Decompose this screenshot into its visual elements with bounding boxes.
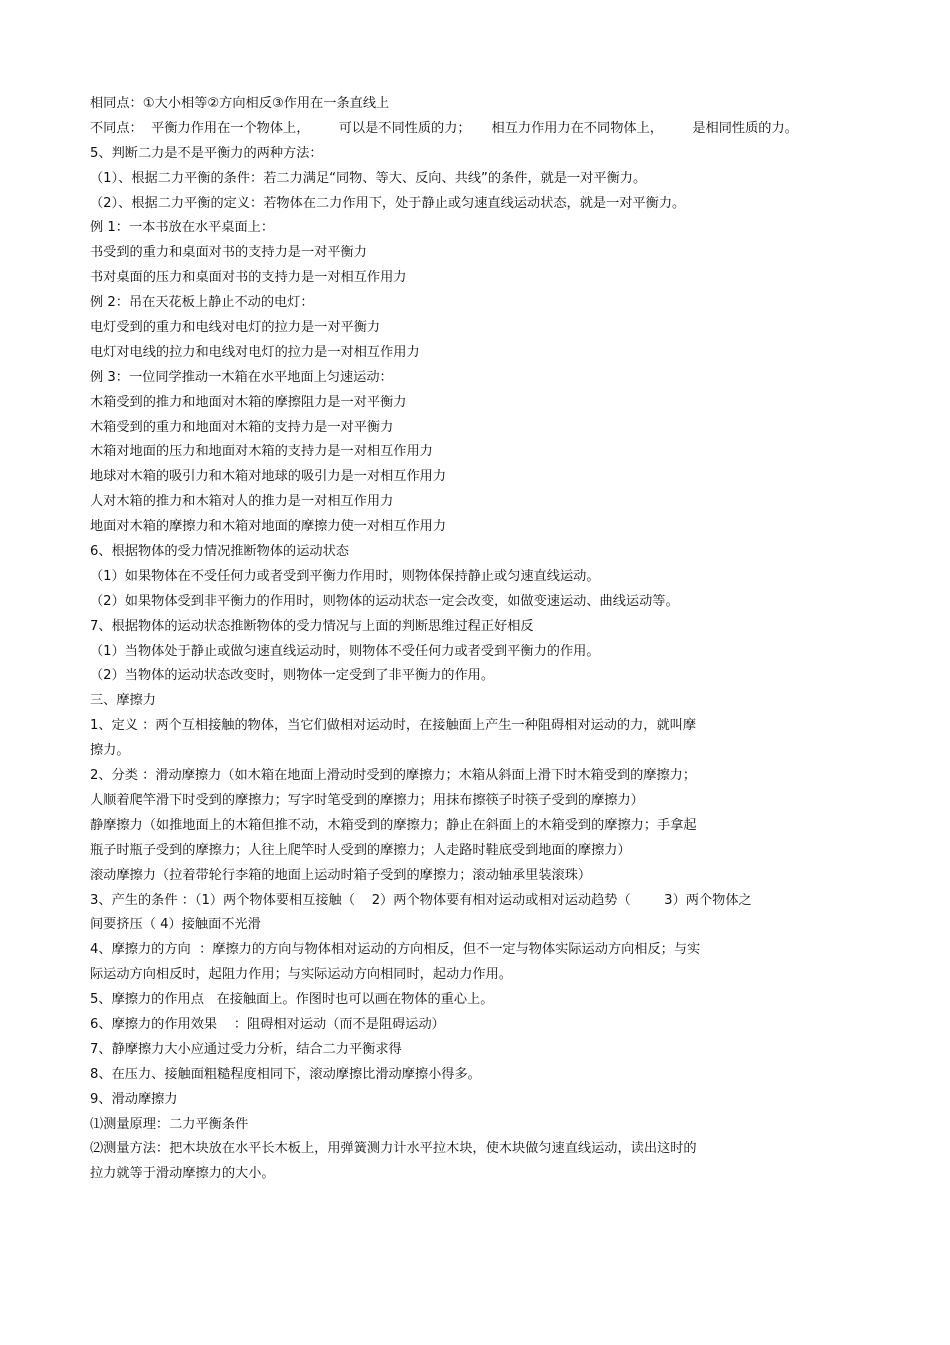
text-line: 际运动方向相反时，起阻力作用；与实际运动方向相同时，起动力作用。 [90, 967, 512, 983]
text-line: 1、定义 ：两个互相接触的物体，当它们做相对运动时，在接触面上产生一种阻碍相对运动的力，就叫摩 [90, 718, 697, 734]
text-line: 木箱受到的重力和地面对木箱的支持力是一对平衡力 [90, 419, 394, 435]
text-line: ⑵测量方法：把木块放在水平长木板上，用弹簧测力计水平拉木块，使木块做匀速直线运动，读出这时的 [90, 1141, 697, 1157]
text-line: 电灯受到的重力和电线对电灯的拉力是一对平衡力 [90, 320, 381, 336]
text-line: 人对木箱的推力和木箱对人的推力是一对相互作用力 [90, 494, 394, 510]
text-line: 间要挤压（ 4）接触面不光滑 [90, 917, 261, 933]
text-line: 擦力。 [90, 743, 130, 759]
text-line: 人顺着爬竿滑下时受到的摩擦力；写字时笔受到的摩擦力；用抹布擦筷子时筷子受到的摩擦力） [90, 792, 644, 808]
section-heading: 9、滑动摩擦力 [90, 1091, 178, 1107]
section-heading: 7、根据物体的运动状态推断物体的受力情况与上面的判断思维过程正好相反 [90, 618, 534, 634]
text-line: 滚动摩擦力（拉着带轮行李箱的地面上运动时箱子受到的摩擦力；滚动轴承里装滚珠） [90, 867, 592, 883]
text-line: 木箱对地面的压力和地面对木箱的支持力是一对相互作用力 [90, 444, 433, 460]
text-line: 书对桌面的压力和桌面对书的支持力是一对相互作用力 [90, 270, 407, 286]
text-line: 地球对木箱的吸引力和木箱对地球的吸引力是一对相互作用力 [90, 469, 447, 485]
text-line: 木箱受到的推力和地面对木箱的摩擦阻力是一对平衡力 [90, 394, 407, 410]
example-heading: 例 2：吊在天花板上静止不动的电灯： [90, 295, 314, 311]
text-line: （1）、根据二力平衡的条件：若二力满足“同物、等大、反向、共线”的条件，就是一对平衡力。 [90, 170, 647, 186]
text-line: 不同点： 平衡力作用在一个物体上， 可以是不同性质的力； 相互力作用力在不同物体上， 是相同性质的力。 [90, 120, 798, 136]
section-heading: 6、根据物体的受力情况推断物体的运动状态 [90, 544, 349, 560]
text-line: 3、产生的条件 ：（1）两个物体要相互接触（ 2）两个物体要有相对运动或相对运动趋势（ 3）两个物体之 [90, 892, 752, 908]
text-line: ⑴测量原理：二力平衡条件 [90, 1116, 249, 1132]
text-line: 6、摩擦力的作用效果 ：阻碍相对运动（而不是阻碍运动） [90, 1016, 445, 1032]
text-line: 地面对木箱的摩擦力和木箱对地面的摩擦力使一对相互作用力 [90, 519, 447, 535]
text-line: 相同点：①大小相等②方向相反③作用在一条直线上 [90, 96, 390, 111]
example-heading: 例 3：一位同学推动一木箱在水平地面上匀速运动： [90, 369, 393, 385]
text-line: （1）当物体处于静止或做匀速直线运动时，则物体不受任何力或者受到平衡力的作用。 [90, 643, 600, 659]
example-heading: 例 1：一本书放在水平桌面上： [90, 220, 275, 236]
text-line: 静摩擦力（如推地面上的木箱但推不动，木箱受到的摩擦力；静止在斜面上的木箱受到的摩擦力；手拿起 [90, 817, 697, 833]
text-line: 书受到的重力和桌面对书的支持力是一对平衡力 [90, 245, 367, 261]
section-heading: 5、判断二力是不是平衡力的两种方法： [90, 145, 323, 161]
text-line: 2、分类 ：滑动摩擦力（如木箱在地面上滑动时受到的摩擦力；木箱从斜面上滑下时木箱受到的摩擦力； [90, 768, 697, 784]
text-line: 瓶子时瓶子受到的摩擦力；人往上爬竿时人受到的摩擦力；人走路时鞋底受到地面的摩擦力） [90, 842, 631, 858]
text-line: （2）如果物体受到非平衡力的作用时，则物体的运动状态一定会改变，如做变速运动、曲线运动等。 [90, 593, 679, 609]
text-line: （1）如果物体在不受任何力或者受到平衡力作用时，则物体保持静止或匀速直线运动。 [90, 568, 600, 584]
chapter-heading: 三、摩擦力 [90, 693, 156, 709]
text-line: （2）、根据二力平衡的定义：若物体在二力作用下，处于静止或匀速直线运动状态，就是一对平衡力。 [90, 195, 686, 211]
text-line: 电灯对电线的拉力和电线对电灯的拉力是一对相互作用力 [90, 344, 420, 360]
text-line: 4、摩擦力的方向 ：摩擦力的方向与物体相对运动的方向相反，但不一定与物体实际运动方向相反；与实 [90, 942, 701, 958]
text-line: 5、摩擦力的作用点 在接触面上。作图时也可以画在物体的重心上。 [90, 992, 494, 1008]
text-line: 7、静摩擦力大小应通过受力分析，结合二力平衡求得 [90, 1041, 402, 1057]
text-line: （2）当物体的运动状态改变时，则物体一定受到了非平衡力的作用。 [90, 668, 495, 684]
text-line: 拉力就等于滑动摩擦力的大小。 [90, 1166, 275, 1182]
document-body [90, 92, 860, 1187]
text-line: 8、在压力、接触面粗糙程度相同下，滚动摩擦比滑动摩擦小得多。 [90, 1066, 481, 1082]
